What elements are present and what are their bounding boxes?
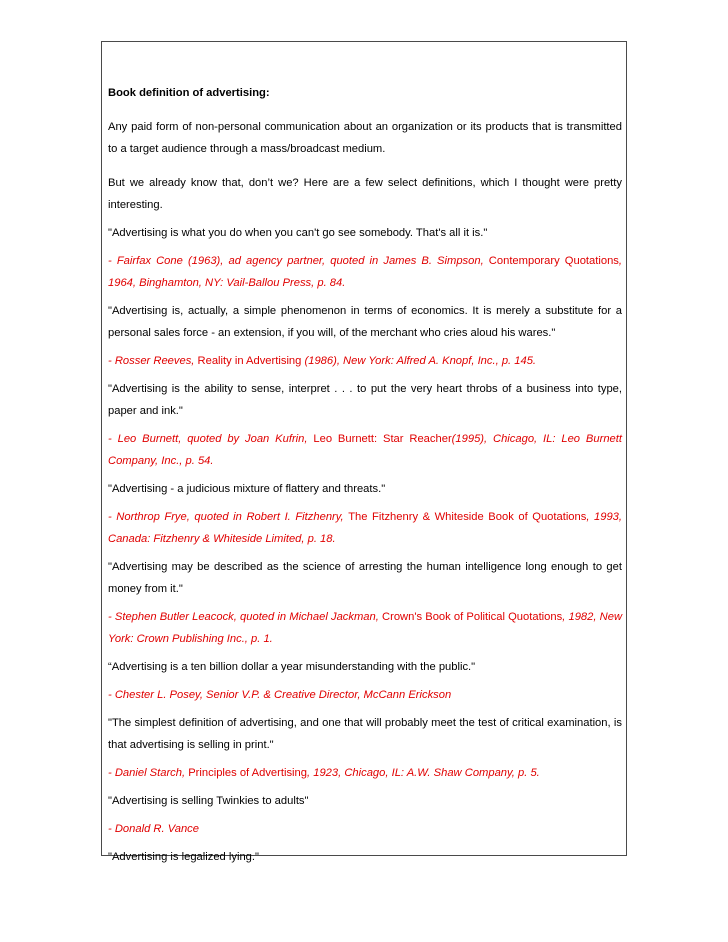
- quote-citation: - Fairfax Cone (1963), ad agency partner, quoted in James B. Simpson, Contemporary Quotations, 1964, Binghamton, NY: Vail-Ballou Press, p. 84.: [108, 255, 622, 289]
- section-heading: Book definition of advertising:: [108, 87, 270, 99]
- intro-paragraph: But we already know that, don’t we? Here are a few select definitions, which I thought were pretty interesting.: [108, 177, 622, 211]
- quote-text: "Advertising is legalized lying.": [108, 851, 259, 863]
- quote-text: "Advertising may be described as the science of arresting the human intelligence long enough to get money from it.": [108, 561, 622, 595]
- quote-citation: - Donald R. Vance: [108, 823, 199, 835]
- quote-citation: - Rosser Reeves, Reality in Advertising (1986), New York: Alfred A. Knopf, Inc., p. 145.: [108, 355, 537, 367]
- quote-text: “Advertising is a ten billion dollar a year misunderstanding with the public.": [108, 661, 476, 673]
- quote-text: "Advertising is the ability to sense, interpret . . . to put the very heart throbs of a business into type, paper and ink.": [108, 383, 622, 417]
- quote-text: "Advertising - a judicious mixture of flattery and threats.": [108, 483, 386, 495]
- quote-citation: - Stephen Butler Leacock, quoted in Michael Jackman, Crown's Book of Political Quotations, 1982, New York: Crown Publishing Inc., p. 1.: [108, 611, 623, 645]
- quote-text: "Advertising is what you do when you can't go see somebody. That's all it is.": [108, 227, 488, 239]
- document-body: [108, 82, 622, 874]
- quote-text: "Advertising is, actually, a simple phenomenon in terms of economics. It is merely a substitute for a personal sales force - an extension, if you will, of the merchant who cries aloud his wares.": [108, 305, 622, 339]
- quote-citation: - Leo Burnett, quoted by Joan Kufrin, Leo Burnett: Star Reacher(1995), Chicago, IL: Leo Burnett Company, Inc., p. 54.: [108, 433, 622, 467]
- quote-citation: - Northrop Frye, quoted in Robert I. Fitzhenry, The Fitzhenry & Whiteside Book of Quotations, 1993, Canada: Fitzhenry & Whiteside Limited, p. 18.: [108, 511, 623, 545]
- quote-citation: - Daniel Starch, Principles of Advertising, 1923, Chicago, IL: A.W. Shaw Company, p. 5.: [108, 767, 540, 779]
- quote-text: "Advertising is selling Twinkies to adults": [108, 795, 309, 807]
- quote-text: "The simplest definition of advertising, and one that will probably meet the test of critical examination, is that advertising is selling in print.": [108, 717, 622, 751]
- quote-citation: - Chester L. Posey, Senior V.P. & Creative Director, McCann Erickson: [108, 689, 452, 701]
- book-definition: Any paid form of non-personal communication about an organization or its products that is transmitted to a target audience through a mass/broadcast medium.: [108, 121, 622, 155]
